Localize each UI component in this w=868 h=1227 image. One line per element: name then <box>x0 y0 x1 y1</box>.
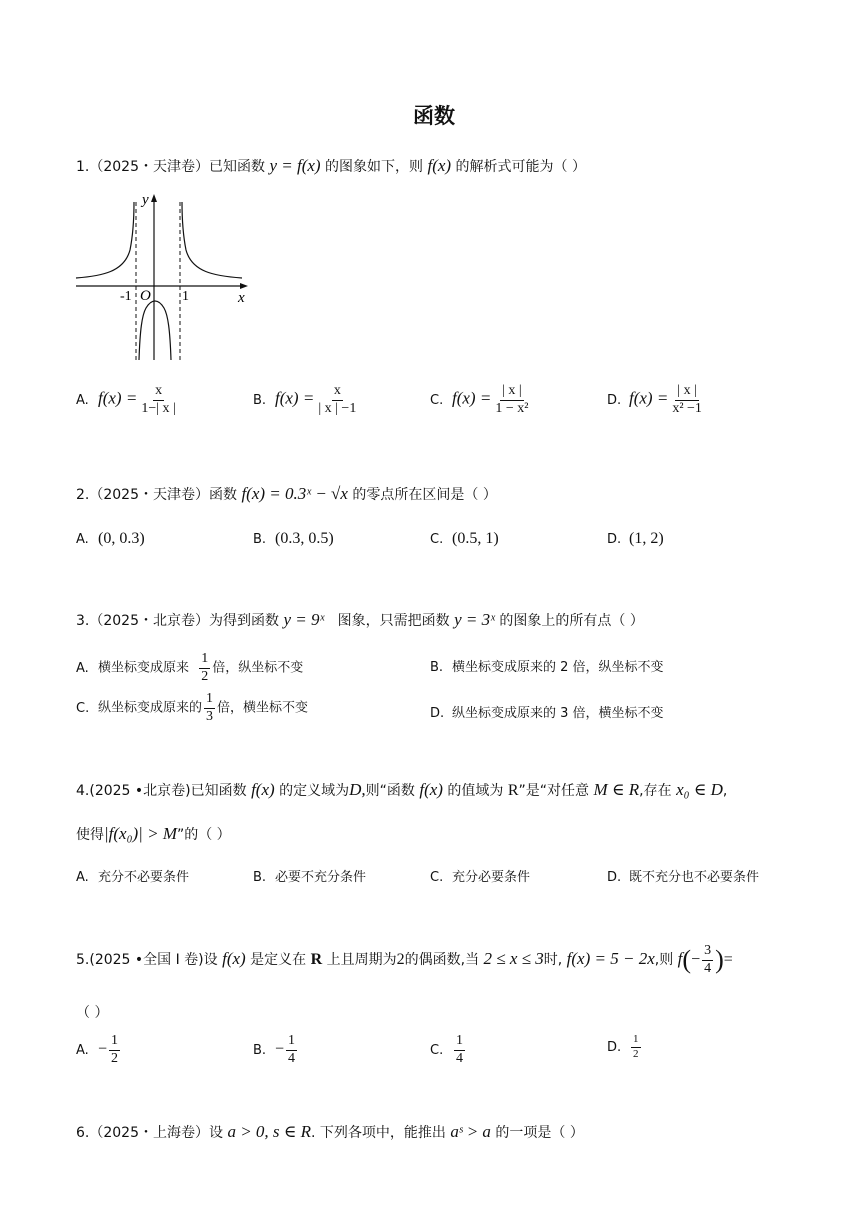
option-letter: B. <box>253 532 267 547</box>
formula: R <box>310 951 323 969</box>
fraction <box>493 384 530 416</box>
stem-text: 时, <box>543 952 563 969</box>
function-graph <box>72 190 252 365</box>
x-axis-label: x <box>238 290 245 306</box>
denominator: | x | −1 <box>318 400 357 416</box>
stem-text: 则“函数 <box>365 783 415 799</box>
option-b[interactable] <box>430 656 664 675</box>
question-source: （2025・上海卷） <box>89 1125 209 1141</box>
denominator: 4 <box>704 960 712 976</box>
numerator: | x | <box>500 384 524 401</box>
stem-text: ,存在 <box>639 783 672 799</box>
option-text: 充分必要条件 <box>452 870 531 885</box>
question-number: 1. <box>76 159 90 175</box>
stem-text: 的解析式可能为（ ） <box>455 159 586 175</box>
option-letter: C. <box>430 1042 444 1058</box>
stem-text: 的值域为 <box>447 783 504 799</box>
option-text: 横坐标变成原来的 2 倍，纵坐标不变 <box>452 660 664 675</box>
formula: a > 0, s ∈ R <box>227 1122 312 1141</box>
stem-text: 的一项是（ ） <box>495 1125 584 1141</box>
numerator: 1 <box>286 1034 297 1051</box>
option-text: 倍，横坐标不变 <box>217 700 309 716</box>
numerator: | x | <box>675 384 699 401</box>
question-number: 2. <box>76 487 90 503</box>
numerator: 1 <box>204 692 215 709</box>
fraction <box>139 384 178 416</box>
denominator: 3 <box>206 708 214 724</box>
stem-text: . 下列各项中，能推出 <box>311 1125 446 1141</box>
curve-middle-branch <box>139 301 171 360</box>
fraction <box>702 944 713 976</box>
stem-text: 为得到函数 <box>209 613 279 629</box>
option-text: 横坐标变成原来 <box>98 660 190 676</box>
origin-label: O <box>140 288 151 304</box>
option-c[interactable] <box>430 1034 467 1066</box>
denominator: 2 <box>633 1047 639 1060</box>
stem-text: 的偶函数,当 <box>404 952 480 969</box>
stem-text: 上且周期为 <box>326 952 397 969</box>
option-letter: A. <box>76 870 89 885</box>
fraction <box>204 692 215 724</box>
fraction <box>286 1034 297 1066</box>
formula: 2 ≤ x ≤ 3 <box>483 949 544 969</box>
option-formula: f(x) = <box>629 388 669 408</box>
stem-text: 使得 <box>76 827 104 843</box>
y-axis-label: y <box>142 192 149 208</box>
formula: − <box>691 951 701 969</box>
stem-text: 设 <box>209 1125 223 1141</box>
formula: y = 9ˣ <box>283 610 325 629</box>
curve-left-branch <box>76 202 134 278</box>
formula: f(x) = 5 − 2x <box>566 949 655 969</box>
stem-text: 函数 <box>209 487 237 503</box>
option-c[interactable] <box>430 866 530 885</box>
option-letter: B. <box>253 1042 267 1058</box>
option-value: (0.3, 0.5) <box>275 530 334 547</box>
stem-text: 的图象如下，则 <box>325 159 424 175</box>
numerator: x <box>153 384 164 401</box>
tick-label-neg: -1 <box>120 289 132 304</box>
option-a[interactable] <box>76 866 189 885</box>
option-letter: B. <box>253 870 267 885</box>
formula: y = 3ˣ <box>454 610 495 629</box>
option-text: 纵坐标变成原来的 3 倍，横坐标不变 <box>452 706 664 721</box>
option-d[interactable] <box>607 1034 643 1060</box>
option-a[interactable] <box>76 530 145 548</box>
denominator: 4 <box>456 1050 463 1066</box>
option-value: (0, 0.3) <box>98 530 145 547</box>
formula: f(x) <box>251 780 275 799</box>
question-4-stem <box>76 780 727 800</box>
option-letter: A. <box>76 1042 89 1058</box>
option-sign: − <box>98 1040 108 1058</box>
fraction <box>316 384 358 416</box>
option-letter: D. <box>607 392 622 408</box>
question-1-stem <box>76 156 586 176</box>
option-letter: A. <box>76 392 89 408</box>
stem-text: 的图象上的所有点（ ） <box>499 613 644 629</box>
option-letter: D. <box>430 706 445 721</box>
question-source: （2025・天津卷） <box>89 159 209 175</box>
option-letter: A. <box>76 660 89 676</box>
page-title: 函数 <box>413 104 455 128</box>
option-letter: B. <box>430 660 444 675</box>
fraction <box>670 384 704 416</box>
stem-text: 已知函数 <box>209 159 265 175</box>
y-axis-arrow <box>151 194 157 202</box>
stem-text: ”的（ ） <box>176 827 231 843</box>
formula: x₀ ∈ D <box>676 780 723 799</box>
question-2-stem <box>76 484 497 504</box>
option-a[interactable] <box>76 652 303 684</box>
formula: |f(x₀)| > M <box>104 824 177 843</box>
option-value: (0.5, 1) <box>452 530 499 547</box>
numerator: x <box>332 384 343 401</box>
question-6-stem <box>76 1122 584 1142</box>
denominator: 2 <box>111 1050 119 1066</box>
denominator: 1 − x² <box>495 400 529 416</box>
option-text: 必要不充分条件 <box>275 870 367 885</box>
option-d[interactable] <box>607 530 664 548</box>
option-text: 纵坐标变成原来的 <box>98 700 203 716</box>
formula: D, <box>349 780 366 799</box>
question-source: （2025・天津卷） <box>89 487 209 503</box>
option-formula: f(x) = <box>452 388 492 408</box>
x-axis-arrow <box>240 283 248 289</box>
option-c[interactable] <box>76 692 308 724</box>
numerator: 1 <box>109 1034 120 1051</box>
question-5-answer-blank: （ ） <box>76 1005 109 1021</box>
numerator: 1 <box>631 1034 641 1048</box>
stem-text: , <box>722 783 728 799</box>
formula: f(x) <box>222 949 246 969</box>
option-d[interactable] <box>607 384 706 416</box>
option-b[interactable] <box>253 530 334 548</box>
option-c[interactable] <box>430 384 532 416</box>
stem-text: 设 <box>203 952 218 969</box>
formula: f <box>677 949 683 969</box>
option-letter: B. <box>253 392 267 408</box>
formula: aˢ > a <box>450 1122 491 1141</box>
question-3-stem <box>76 610 644 630</box>
curve-right-branch <box>182 202 242 278</box>
option-b[interactable] <box>253 866 366 885</box>
option-a[interactable] <box>76 384 180 416</box>
option-text: 倍，纵坐标不变 <box>212 660 304 676</box>
tick-label-pos: 1 <box>182 289 189 304</box>
stem-text: 的定义域为 <box>279 783 350 799</box>
formula: M ∈ R <box>593 780 640 799</box>
formula: R <box>507 782 519 799</box>
option-formula: f(x) = <box>275 388 315 408</box>
question-4-stem-line2 <box>76 824 231 844</box>
option-letter: D. <box>607 1039 622 1055</box>
numerator: 1 <box>454 1034 465 1051</box>
option-text: 充分不必要条件 <box>98 870 190 885</box>
stem-text: 已知函数 <box>190 783 247 799</box>
option-d[interactable] <box>430 702 664 721</box>
option-a[interactable] <box>76 1034 122 1066</box>
option-letter: D. <box>607 532 622 547</box>
option-b[interactable] <box>253 384 360 416</box>
question-number: 5. <box>76 952 90 969</box>
formula: = <box>723 951 733 969</box>
paren-right: ) <box>715 945 724 975</box>
fraction <box>109 1034 120 1066</box>
formula: f(x) <box>427 156 452 175</box>
stem-text: 是定义在 <box>250 952 307 969</box>
option-letter: A. <box>76 532 89 547</box>
option-letter: C. <box>430 392 444 408</box>
paren-left: ( <box>682 945 692 975</box>
option-sign: − <box>275 1040 285 1058</box>
option-b[interactable] <box>253 1034 299 1066</box>
question-source: （2025・北京卷） <box>89 613 209 629</box>
formula: f(x) = 0.3ˣ − √x <box>241 484 348 503</box>
question-number: 3. <box>76 613 90 629</box>
option-value: (1, 2) <box>629 530 664 547</box>
option-letter: C. <box>430 532 444 547</box>
option-c[interactable] <box>430 530 499 548</box>
option-formula: f(x) = <box>98 388 138 408</box>
stem-text: 图象，只需把函数 <box>337 613 450 629</box>
formula: f(x) <box>419 780 443 799</box>
numerator: 3 <box>702 944 713 961</box>
stem-text: ”是“对任意 <box>518 783 590 799</box>
question-number: 6. <box>76 1125 90 1141</box>
option-letter: D. <box>607 870 622 885</box>
fraction <box>199 652 210 684</box>
option-d[interactable] <box>607 866 759 885</box>
option-letter: C. <box>430 870 444 885</box>
denominator: 1−| x | <box>141 400 176 416</box>
question-5-stem <box>76 944 733 976</box>
denominator: 2 <box>201 668 209 684</box>
option-letter: C. <box>76 700 90 716</box>
numerator: 1 <box>199 652 210 669</box>
question-source: (2025 •全国 I 卷) <box>89 952 204 969</box>
stem-text: 的零点所在区间是（ ） <box>352 487 497 503</box>
formula: 2 <box>396 951 405 969</box>
stem-text: ,则 <box>654 952 674 969</box>
fraction <box>454 1034 465 1066</box>
question-source: (2025 •北京卷) <box>89 783 191 799</box>
formula: y = f(x) <box>269 156 321 175</box>
option-text: 既不充分也不必要条件 <box>629 870 760 885</box>
denominator: 4 <box>288 1050 296 1066</box>
fraction <box>631 1034 641 1060</box>
denominator: x² −1 <box>672 400 702 416</box>
question-number: 4. <box>76 783 90 799</box>
